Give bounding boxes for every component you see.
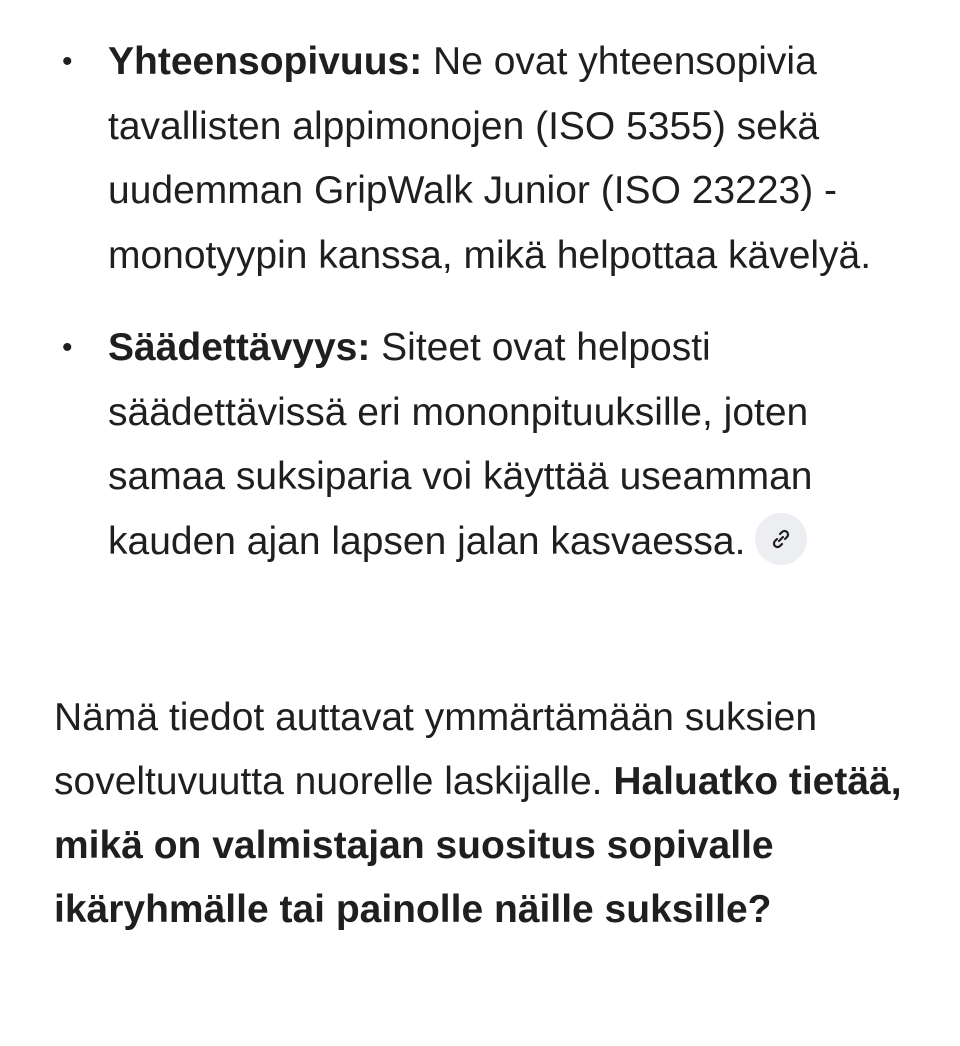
link-icon	[769, 527, 793, 551]
list-item-title: Säädettävyys:	[108, 326, 371, 369]
bullet-marker: •	[62, 45, 73, 78]
bullet-list	[56, 30, 906, 602]
list-item-title: Yhteensopivuus:	[108, 40, 423, 83]
list-item	[56, 316, 906, 574]
bullet-marker: •	[62, 331, 73, 364]
follow-up-question: Haluatko tietää, mikä on valmistajan suositus sopivalle ikäryhmälle tai painolle näille suksille?	[54, 760, 902, 931]
source-link-button[interactable]	[755, 513, 807, 565]
list-item-text: Ne ovat yhteensopivia tavallisten alppimonojen (ISO 5355) sekä uudemman GripWalk Junior (ISO 23223) -monotyypin kanssa, mikä helpottaa kävelyä.	[108, 40, 872, 277]
summary-paragraph	[54, 686, 924, 942]
list-item	[56, 30, 906, 288]
summary-text: Nämä tiedot auttavat ymmärtämään suksien soveltuvuutta nuorelle laskijalle.	[54, 696, 818, 803]
list-item-text: Siteet ovat helposti säädettävissä eri mononpituuksille, joten samaa suksiparia voi käyttää useamman kauden ajan lapsen jalan kasvaessa.	[108, 326, 813, 563]
